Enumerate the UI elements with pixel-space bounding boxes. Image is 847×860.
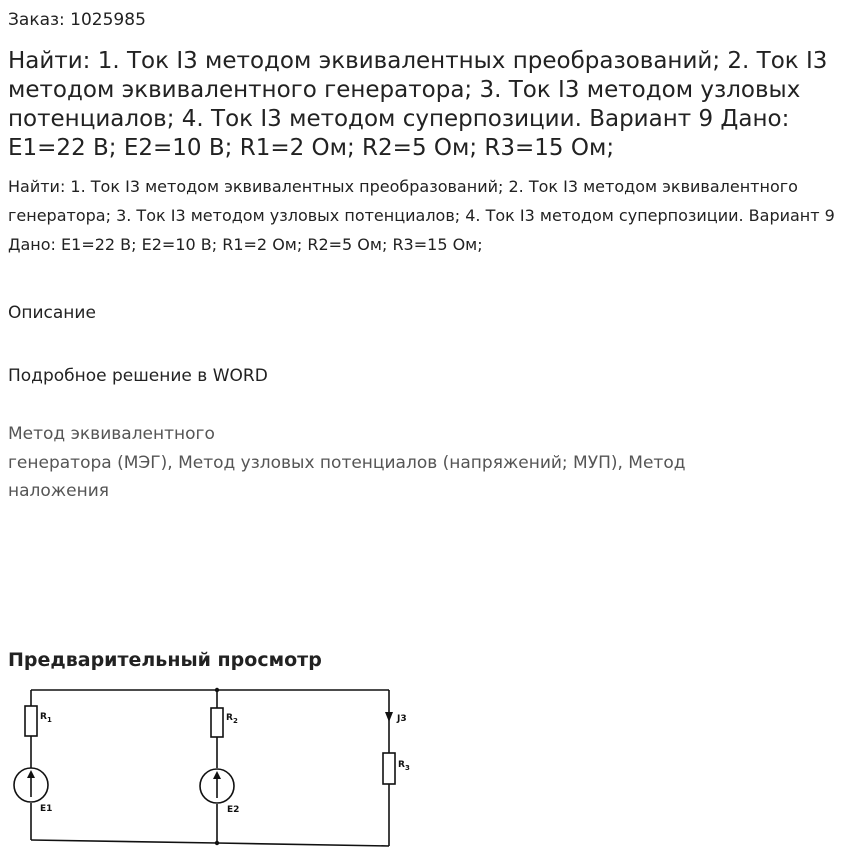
tag-line-2: генератора (МЭГ), Метод узловых потенциалов (напряжений; МУП), Метод: [8, 452, 686, 473]
preview-heading: Предварительный просмотр: [8, 649, 322, 671]
wire-bottom: [31, 840, 389, 846]
arrow-e2: [213, 771, 221, 779]
node-bottom: [215, 841, 219, 845]
tag-list: [8, 420, 838, 506]
label-e1: E1: [40, 804, 53, 814]
label-i3: J3: [397, 714, 407, 724]
resistor-r1: [25, 706, 37, 736]
source-e1: [14, 768, 48, 802]
node-top: [215, 688, 219, 692]
arrow-e1: [27, 770, 35, 778]
tag-line-1: Метод эквивалентного: [8, 424, 215, 444]
short-description: Найти: 1. Ток I3 методом эквивалентных преобразований; 2. Ток I3 методом эквивалентного генератора; 3. Ток I3 методом узловых потенциалов; 4. Ток I3 методом суперпозиции. Вариант 9 Дано: E1=22 В; E2=10 В; R1=2 Ом; R2=5 Ом; R3=15 Ом;: [8, 177, 835, 254]
page-title: Найти: 1. Ток I3 методом эквивалентных преобразований; 2. Ток I3 методом эквивалентного генератора; 3. Ток I3 методом узловых потенциалов; 4. Ток I3 методом суперпозиции. Вариант 9 Дано: E1=22 В; E2=10 В; R1=2 Ом; R2=5 Ом; R3=15 Ом;: [8, 48, 828, 161]
tag-link-eq-generator[interactable]: [8, 424, 686, 501]
resistor-r2: [211, 708, 223, 737]
description-heading: Описание: [8, 303, 96, 323]
source-e2: [200, 769, 234, 803]
resistor-r3: [383, 753, 395, 784]
description-body: Подробное решение в WORD: [8, 366, 268, 386]
order-number: Заказ: 1025985: [8, 10, 146, 30]
label-r2: $R_2$: [226, 713, 238, 725]
tag-line-3: наложения: [8, 481, 109, 501]
label-r1: $R_1$: [40, 712, 52, 724]
label-r3: $R_3$: [398, 760, 410, 772]
arrow-i3: [385, 712, 393, 722]
label-e2: E2: [227, 805, 240, 815]
